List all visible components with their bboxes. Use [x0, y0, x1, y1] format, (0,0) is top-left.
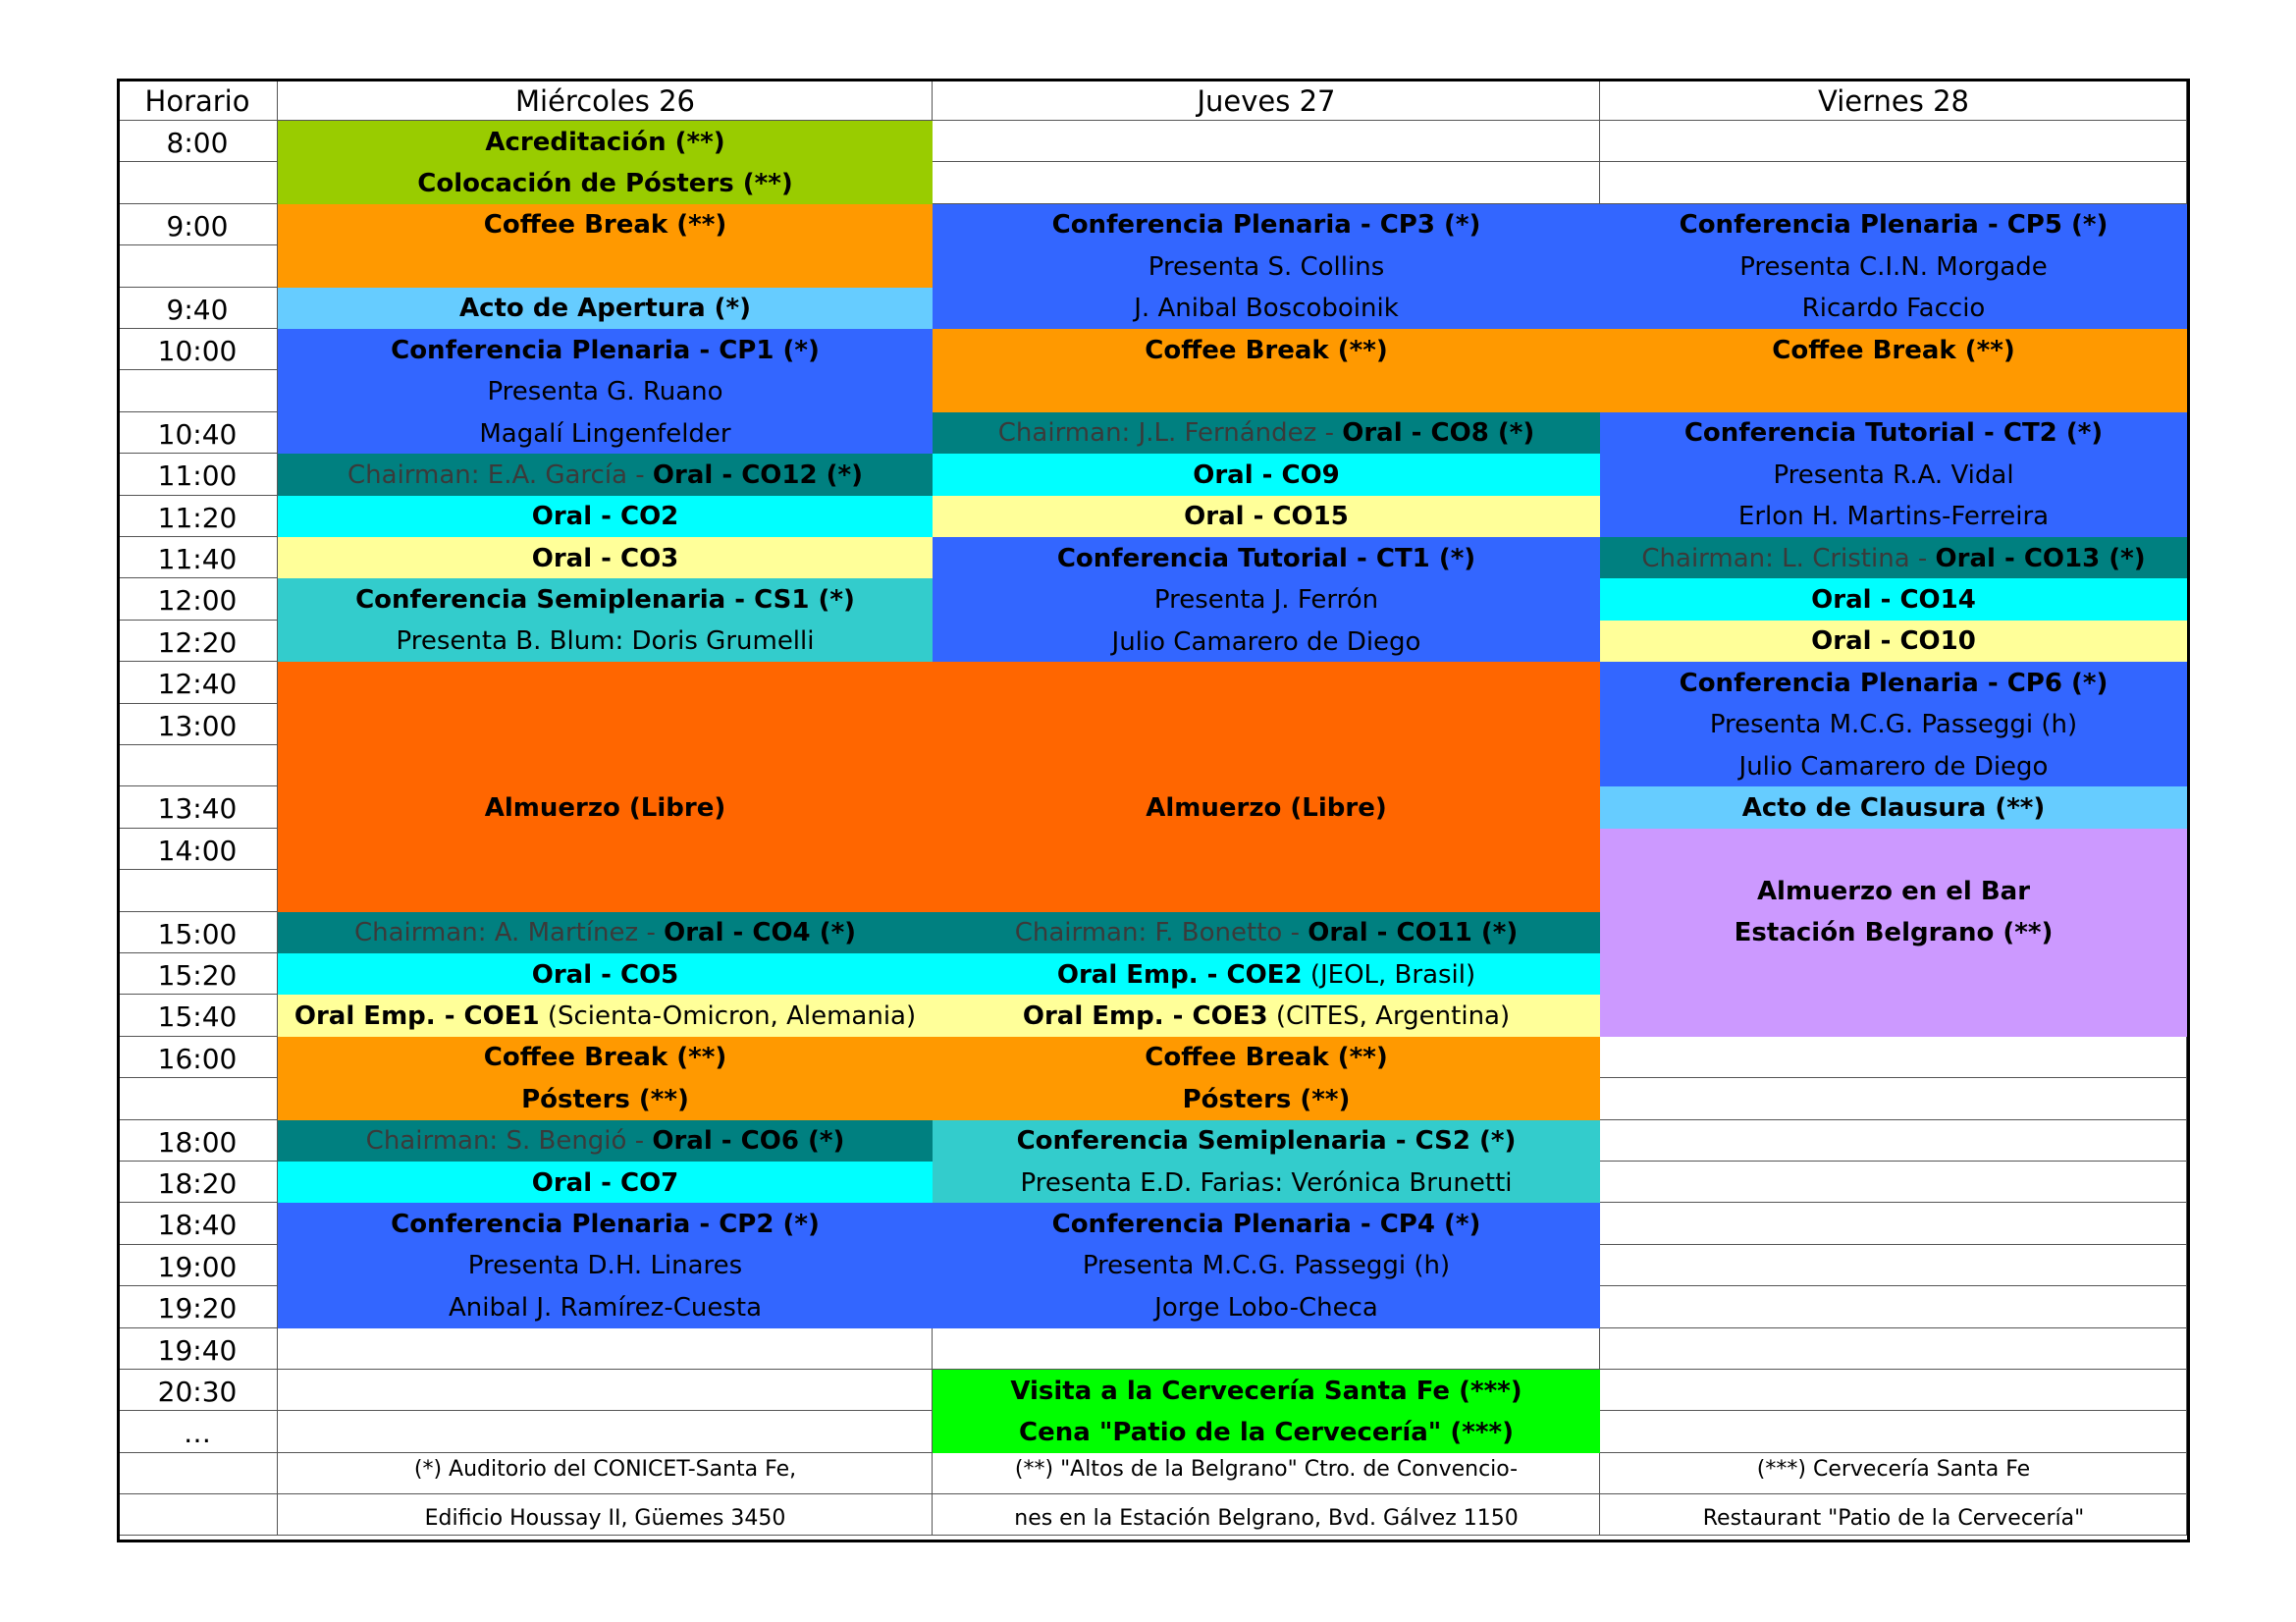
time-label: 19:00: [157, 1250, 238, 1283]
session-block: [933, 329, 1600, 412]
session-title: Acto de Apertura (*): [458, 294, 752, 324]
time-label: 11:20: [157, 501, 238, 534]
session-line: [278, 1253, 933, 1279]
empty-cell: [1600, 1162, 2187, 1203]
time-label: 20:30: [157, 1376, 238, 1408]
session-line: [278, 920, 933, 946]
session-line: [1600, 296, 2187, 322]
session-line: [278, 335, 933, 365]
session-text: (Scienta-Omicron, Alemania): [539, 1001, 917, 1032]
session-block: [278, 953, 933, 995]
session-title: Conferencia Semiplenaria - CS2 (*): [1016, 1126, 1517, 1157]
venue-note: Restaurant "Patio de la Cervecería": [1702, 1505, 2085, 1531]
session-title: Oral - CO10: [1811, 626, 1976, 657]
session-title: Conferencia Plenaria - CP6 (*): [1679, 668, 2109, 698]
session-line: [278, 504, 933, 530]
time-label: 18:20: [157, 1167, 238, 1200]
session-title: Oral Emp. - COE2: [1056, 959, 1303, 990]
session-line: [933, 1253, 1600, 1279]
session-line: [933, 1212, 1600, 1238]
session-line: [933, 1376, 1600, 1406]
session-text: Julio Camarero de Diego: [1738, 751, 2049, 782]
session-block: [278, 454, 933, 495]
session-title: Cena "Patio de la Cervecería" (***): [1019, 1418, 1514, 1448]
session-line: [278, 1292, 933, 1323]
session-line: [1600, 628, 2187, 655]
time-label: 14:00: [157, 834, 238, 867]
empty-cell: [1600, 1203, 2187, 1244]
session-line: [278, 296, 933, 322]
session-title: Oral - CO14: [1811, 585, 1976, 616]
empty-cell: [1600, 162, 2187, 203]
session-line: [933, 1045, 1600, 1071]
session-block: [933, 1370, 1600, 1453]
session-line: [278, 379, 933, 406]
time-label: 13:40: [157, 792, 238, 826]
session-line: [1600, 251, 2187, 282]
session-block: [1600, 662, 2187, 786]
session-text: Presenta G. Ruano: [487, 377, 723, 407]
session-block: [933, 953, 1600, 995]
session-line: [933, 335, 1600, 365]
session-block: [1600, 829, 2187, 1037]
session-title: Colocación de Pósters (**): [417, 169, 793, 199]
session-block: [278, 578, 933, 662]
session-title: Estación Belgrano (**): [1734, 918, 2054, 948]
venue-note: (***) Cervecería Santa Fe: [1756, 1456, 2031, 1482]
time-label: 13:00: [157, 709, 238, 742]
empty-cell: [1600, 1078, 2187, 1119]
session-line: [278, 628, 933, 655]
session-line: [1600, 587, 2187, 614]
session-text: Chairman: S. Bengió -: [365, 1126, 653, 1157]
header-cell: [278, 79, 933, 121]
session-block: [278, 995, 933, 1036]
session-title: Acto de Clausura (**): [1741, 793, 2046, 824]
session-title: Acreditación (**): [485, 127, 725, 157]
session-text: Presenta E.D. Farias: Verónica Brunetti: [1020, 1167, 1513, 1198]
time-label: [117, 745, 278, 786]
time-label: 19:20: [157, 1292, 238, 1325]
session-title: Pósters (**): [1182, 1084, 1351, 1114]
session-title: Oral - CO15: [1184, 502, 1349, 532]
session-line: [933, 543, 1600, 573]
session-title: Conferencia Tutorial - CT2 (*): [1683, 418, 2104, 449]
time-label: 15:20: [157, 959, 238, 992]
time-label: 11:00: [157, 460, 238, 493]
time-label: …: [184, 1417, 211, 1450]
session-text: Presenta M.C.G. Passeggi (h): [1082, 1251, 1451, 1281]
session-block: [933, 537, 1600, 662]
session-text: Chairman: E.A. García -: [347, 460, 653, 490]
header-cell: [933, 79, 1600, 121]
session-line: [278, 1212, 933, 1238]
session-text: Presenta D.H. Linares: [467, 1251, 743, 1281]
session-text: Presenta B. Blum: Doris Grumelli: [396, 626, 815, 657]
session-line: [278, 418, 933, 449]
time-label: 8:00: [166, 127, 229, 159]
session-line: [933, 1420, 1600, 1446]
session-block: [278, 912, 933, 953]
session-block: [278, 121, 933, 204]
session-block: [933, 412, 1600, 454]
header-day-1: Miércoles 26: [514, 84, 696, 118]
session-block: [933, 204, 1600, 329]
session-title: Almuerzo (Libre): [1146, 793, 1387, 824]
empty-cell: [933, 1328, 1600, 1370]
session-line: [1600, 462, 2187, 489]
session-text: Presenta J. Ferrón: [1153, 585, 1379, 616]
session-block: [1600, 621, 2187, 662]
session-text: Ricardo Faccio: [1801, 294, 1986, 324]
session-line: [1600, 920, 2187, 946]
time-label: 12:20: [157, 625, 238, 659]
session-line: [1600, 712, 2187, 738]
venue-note: (**) "Altos de la Belgrano" Ctro. de Convencio-: [1014, 1456, 1519, 1482]
session-title: Almuerzo en el Bar: [1756, 876, 2031, 906]
session-line: [933, 626, 1600, 657]
session-line: [1600, 335, 2187, 365]
empty-cell: [1600, 1370, 2187, 1411]
session-line: [278, 587, 933, 614]
session-block: [278, 288, 933, 329]
time-label: 10:40: [157, 417, 238, 451]
empty-cell: [278, 1328, 933, 1370]
time-label: 18:00: [157, 1125, 238, 1159]
session-text: (JEOL, Brasil): [1302, 959, 1476, 990]
session-text: J. Anibal Boscoboinik: [1134, 294, 1399, 324]
session-line: [278, 171, 933, 197]
session-block: [278, 537, 933, 578]
time-label: 19:40: [157, 1333, 238, 1367]
session-line: [278, 127, 933, 157]
session-line: [933, 587, 1600, 614]
session-line: [933, 296, 1600, 322]
session-block: [278, 662, 933, 911]
time-label: 12:00: [157, 584, 238, 618]
empty-cell: [1600, 1411, 2187, 1452]
time-label: 15:40: [157, 1000, 238, 1034]
time-label: 10:00: [157, 335, 238, 367]
session-text: Presenta S. Collins: [1148, 251, 1385, 282]
session-title: Oral - CO11 (*): [1308, 918, 1519, 948]
session-block: [933, 662, 1600, 911]
session-text: Presenta M.C.G. Passeggi (h): [1709, 710, 2078, 740]
session-text: Presenta R.A. Vidal: [1773, 460, 2014, 490]
session-line: [933, 1084, 1600, 1114]
empty-cell: [933, 162, 1600, 203]
session-line: [278, 1084, 933, 1114]
session-title: Oral - CO8 (*): [1342, 418, 1535, 449]
footer-cell: [117, 1453, 278, 1494]
session-line: [278, 1045, 933, 1071]
session-line: [933, 504, 1600, 530]
session-block: [278, 496, 933, 537]
session-title: Oral - CO13 (*): [1935, 543, 2146, 573]
session-title: Oral Emp. - COE1: [294, 1001, 540, 1032]
empty-cell: [278, 1370, 933, 1411]
session-title: Conferencia Plenaria - CP5 (*): [1679, 210, 2109, 241]
session-block: [933, 912, 1600, 953]
session-line: [933, 920, 1600, 946]
empty-cell: [278, 1411, 933, 1452]
header-cell: [117, 79, 278, 121]
session-block: [278, 1037, 933, 1120]
session-text: Chairman: F. Bonetto -: [1014, 918, 1308, 948]
session-title: Conferencia Plenaria - CP3 (*): [1051, 210, 1481, 241]
session-block: [278, 1120, 933, 1162]
session-title: Conferencia Semiplenaria - CS1 (*): [355, 585, 855, 616]
session-block: [278, 329, 933, 454]
session-block: [933, 995, 1600, 1036]
session-title: Oral - CO9: [1193, 460, 1340, 490]
session-title: Coffee Break (**): [1145, 1043, 1388, 1073]
session-block: [1600, 537, 2187, 578]
session-line: [933, 1003, 1600, 1030]
session-line: [1600, 212, 2187, 239]
session-title: Coffee Break (**): [483, 210, 727, 241]
session-block: [1600, 786, 2187, 828]
session-block: [1600, 329, 2187, 412]
session-title: Almuerzo (Libre): [484, 793, 726, 824]
session-line: [933, 959, 1600, 990]
session-line: [933, 1292, 1600, 1323]
session-line: [1600, 543, 2187, 573]
session-line: [1600, 876, 2187, 906]
empty-cell: [1600, 1120, 2187, 1162]
session-block: [933, 1037, 1600, 1120]
session-text: Chairman: L. Cristina -: [1641, 543, 1936, 573]
session-block: [278, 204, 933, 288]
session-line: [1600, 504, 2187, 530]
session-title: Oral - CO5: [531, 959, 679, 990]
empty-cell: [1600, 1328, 2187, 1370]
session-line: [1600, 420, 2187, 447]
session-block: [1600, 412, 2187, 537]
session-line: [278, 959, 933, 990]
empty-cell: [1600, 1245, 2187, 1286]
session-line: [278, 543, 933, 573]
session-title: Oral Emp. - COE3: [1022, 1001, 1268, 1032]
time-label: [117, 1078, 278, 1119]
time-label: [117, 245, 278, 287]
session-line: [933, 212, 1600, 239]
time-label: 18:40: [157, 1209, 238, 1242]
session-line: [1600, 668, 2187, 698]
venue-note: (*) Auditorio del CONICET-Santa Fe,: [413, 1456, 797, 1482]
session-line: [278, 462, 933, 489]
session-text: Julio Camarero de Diego: [1111, 626, 1421, 657]
session-title: Oral - CO6 (*): [652, 1126, 845, 1157]
session-line: [933, 420, 1600, 447]
session-line: [278, 1003, 933, 1030]
session-title: Coffee Break (**): [1145, 335, 1388, 365]
empty-cell: [933, 121, 1600, 162]
footer-cell: [117, 1494, 278, 1536]
venue-note: Edificio Houssay II, Güemes 3450: [424, 1505, 786, 1531]
session-line: [278, 1167, 933, 1198]
session-title: Oral - CO12 (*): [652, 460, 863, 490]
time-label: 15:00: [157, 917, 238, 950]
session-title: Oral - CO4 (*): [664, 918, 857, 948]
session-title: Oral - CO7: [531, 1167, 679, 1198]
session-title: Visita a la Cervecería Santa Fe (***): [1010, 1376, 1522, 1406]
time-label: 11:40: [157, 543, 238, 575]
session-block: [1600, 578, 2187, 620]
session-title: Pósters (**): [521, 1084, 689, 1114]
session-title: Oral - CO2: [531, 502, 679, 532]
session-title: Coffee Break (**): [1772, 335, 2015, 365]
session-text: Chairman: A. Martínez -: [353, 918, 665, 948]
session-title: Conferencia Plenaria - CP1 (*): [391, 335, 820, 365]
session-line: [933, 795, 1600, 822]
session-text: Erlon H. Martins-Ferreira: [1737, 502, 2050, 532]
time-label: 12:40: [157, 668, 238, 701]
session-line: [933, 1167, 1600, 1198]
session-line: [278, 795, 933, 822]
session-block: [933, 1120, 1600, 1204]
session-title: Oral - CO3: [531, 543, 679, 573]
header-time: Horario: [144, 84, 250, 118]
session-block: [933, 1203, 1600, 1327]
session-line: [1600, 795, 2187, 822]
header-day-2: Jueves 27: [1197, 84, 1336, 118]
header-day-3: Viernes 28: [1818, 84, 1969, 118]
session-block: [1600, 204, 2187, 329]
session-block: [933, 454, 1600, 495]
time-label: [117, 370, 278, 411]
session-block: [933, 496, 1600, 537]
time-label: [117, 162, 278, 203]
session-line: [278, 212, 933, 239]
time-label: [117, 870, 278, 911]
session-title: Conferencia Plenaria - CP2 (*): [391, 1210, 820, 1240]
session-line: [933, 251, 1600, 282]
venue-note: nes en la Estación Belgrano, Bvd. Gálvez 1150: [1014, 1505, 1519, 1531]
session-text: Magalí Lingenfelder: [479, 418, 731, 449]
session-title: Conferencia Plenaria - CP4 (*): [1051, 1210, 1481, 1240]
session-text: (CITES, Argentina): [1267, 1001, 1511, 1032]
session-title: Coffee Break (**): [483, 1043, 727, 1073]
session-title: Conferencia Tutorial - CT1 (*): [1056, 543, 1476, 573]
session-line: [278, 1128, 933, 1155]
time-label: 9:00: [166, 209, 229, 243]
header-cell: [1600, 79, 2187, 121]
session-block: [278, 1162, 933, 1203]
empty-cell: [1600, 1037, 2187, 1078]
empty-cell: [1600, 1286, 2187, 1327]
session-line: [1600, 751, 2187, 782]
empty-cell: [1600, 121, 2187, 162]
session-text: Anibal J. Ramírez-Cuesta: [448, 1292, 763, 1323]
time-label: 9:40: [166, 293, 229, 326]
session-block: [278, 1203, 933, 1327]
session-line: [933, 462, 1600, 489]
session-text: Chairman: J.L. Fernández -: [997, 418, 1343, 449]
session-text: Presenta C.I.N. Morgade: [1739, 251, 2048, 282]
session-line: [933, 1128, 1600, 1155]
session-text: Jorge Lobo-Checa: [1154, 1292, 1378, 1323]
time-label: 16:00: [157, 1042, 238, 1075]
